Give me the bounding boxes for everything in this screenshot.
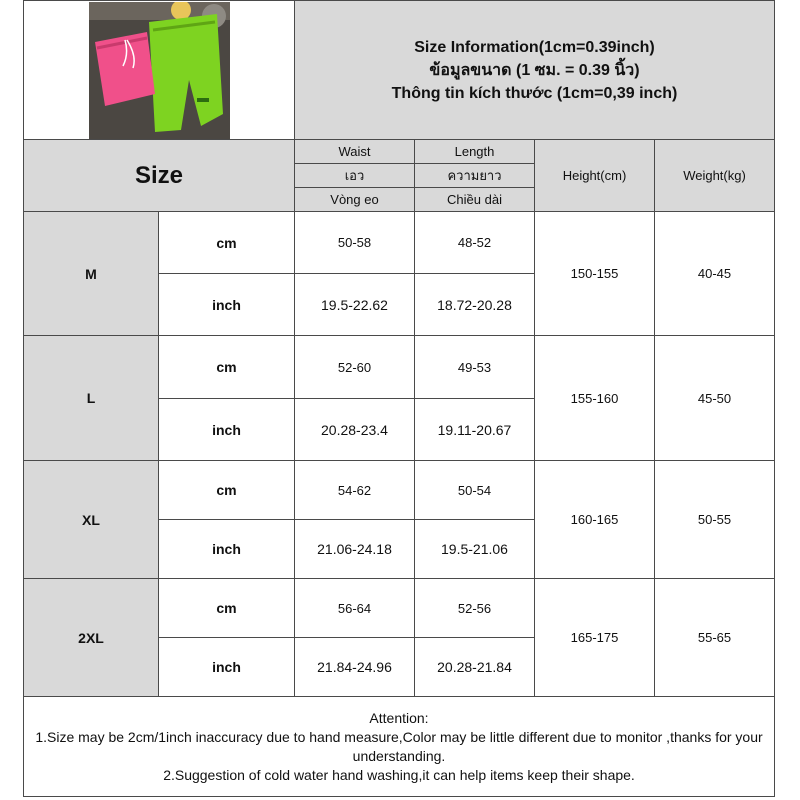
waist-cm-2xl: 56-64 — [295, 579, 415, 638]
waist-cm-xl: 54-62 — [295, 461, 415, 520]
height-xl: 160-165 — [535, 461, 655, 579]
attention-line-2: 2.Suggestion of cold water hand washing,it can help items keep their shape. — [163, 766, 635, 783]
length-header-vi: Chiều dài — [415, 188, 535, 212]
size-column-header: Size — [24, 140, 295, 212]
size-chart-table — [23, 0, 775, 797]
product-photo-cell — [24, 1, 295, 140]
waist-inch-l: 20.28-23.4 — [295, 399, 415, 461]
length-header-en: Length — [415, 140, 535, 164]
waist-header-en: Waist — [295, 140, 415, 164]
length-header-th: ความยาว — [415, 164, 535, 188]
length-cm-2xl: 52-56 — [415, 579, 535, 638]
length-inch-m: 18.72-20.28 — [415, 274, 535, 336]
unit-label-inch: inch — [159, 274, 295, 336]
length-inch-2xl: 20.28-21.84 — [415, 638, 535, 697]
height-m: 150-155 — [535, 212, 655, 336]
height-column-header: Height(cm) — [535, 140, 655, 212]
size-info-vietnamese: Thông tin kích thước (1cm=0,39 inch) — [391, 84, 678, 102]
attention-line-1: 1.Size may be 2cm/1inch inaccuracy due to hand measure,Color may be little different due to monitor ,thanks for your understanding. — [35, 728, 763, 764]
size-info-thai: ข้อมูลขนาด (1 ซม. = 0.39 นิ้ว) — [429, 61, 640, 79]
size-label-xl: XL — [24, 461, 159, 579]
size-information-header — [295, 1, 775, 140]
size-label-l: L — [24, 336, 159, 461]
waist-inch-m: 19.5-22.62 — [295, 274, 415, 336]
weight-2xl: 55-65 — [655, 579, 775, 697]
weight-xl: 50-55 — [655, 461, 775, 579]
waist-header-vi: Vòng eo — [295, 188, 415, 212]
length-cm-m: 48-52 — [415, 212, 535, 274]
waist-inch-xl: 21.06-24.18 — [295, 520, 415, 579]
product-photo — [89, 2, 230, 139]
unit-label-cm: cm — [159, 579, 295, 638]
size-info-english: Size Information(1cm=0.39inch) — [414, 38, 655, 56]
waist-header-th: เอว — [295, 164, 415, 188]
unit-label-cm: cm — [159, 212, 295, 274]
weight-column-header: Weight(kg) — [655, 140, 775, 212]
unit-label-cm: cm — [159, 336, 295, 399]
attention-notes — [24, 697, 775, 797]
length-inch-l: 19.11-20.67 — [415, 399, 535, 461]
length-inch-xl: 19.5-21.06 — [415, 520, 535, 579]
height-2xl: 165-175 — [535, 579, 655, 697]
weight-m: 40-45 — [655, 212, 775, 336]
waist-inch-2xl: 21.84-24.96 — [295, 638, 415, 697]
attention-title: Attention: — [369, 709, 429, 726]
waist-cm-m: 50-58 — [295, 212, 415, 274]
unit-label-inch: inch — [159, 399, 295, 461]
unit-label-inch: inch — [159, 638, 295, 697]
height-l: 155-160 — [535, 336, 655, 461]
size-label-m: M — [24, 212, 159, 336]
unit-label-inch: inch — [159, 520, 295, 579]
length-cm-l: 49-53 — [415, 336, 535, 399]
unit-label-cm: cm — [159, 461, 295, 520]
waist-cm-l: 52-60 — [295, 336, 415, 399]
size-label-2xl: 2XL — [24, 579, 159, 697]
length-cm-xl: 50-54 — [415, 461, 535, 520]
weight-l: 45-50 — [655, 336, 775, 461]
